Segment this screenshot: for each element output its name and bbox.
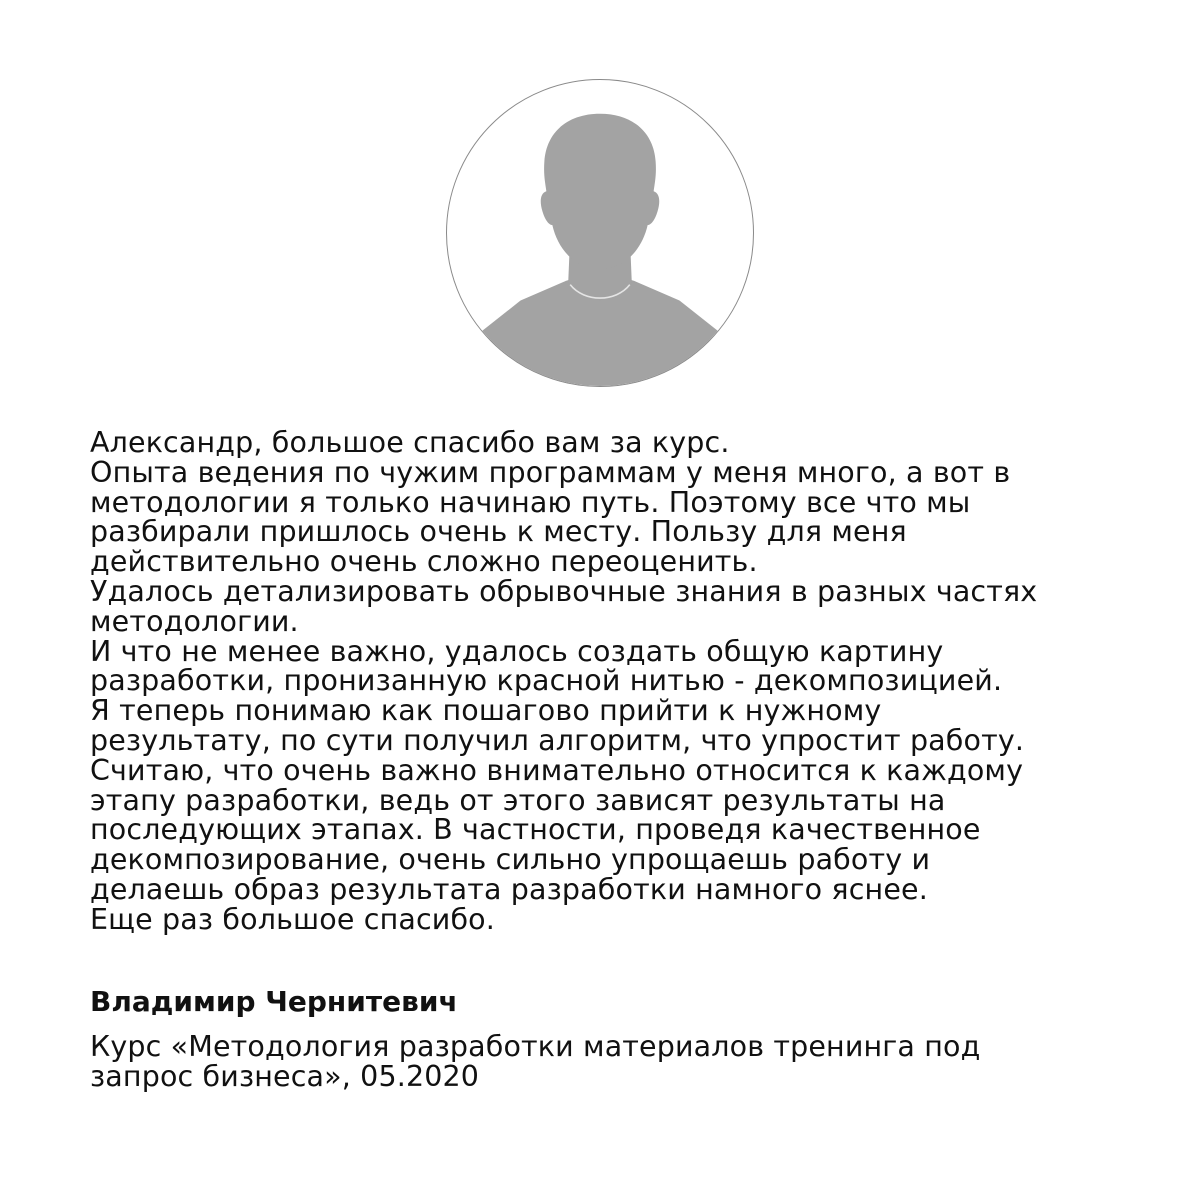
review-line: делаешь образ результата разработки намного яснее.: [90, 872, 928, 906]
course-line: Курс «Методология разработки материалов тренинга под: [90, 1030, 981, 1063]
course-info: [90, 1032, 1150, 1092]
review-line: Считаю, что очень важно внимательно относится к каждому: [90, 753, 1024, 787]
user-silhouette-icon: [447, 80, 753, 386]
review-line: декомпозирование, очень сильно упрощаешь работу и: [90, 843, 931, 877]
review-line: последующих этапах. В частности, проведя качественное: [90, 813, 981, 847]
author-name: Владимир Чернитевич: [90, 985, 458, 1018]
review-text: [90, 428, 1150, 935]
review-line: этапу разработки, ведь от этого зависят результаты на: [90, 783, 946, 817]
review-line: Александр, большое спасибо вам за курс.: [90, 426, 730, 459]
review-line: разработки, пронизанную красной нитью - декомпозицией.: [90, 664, 1003, 698]
review-line: Я теперь понимаю как пошагово прийти к нужному: [90, 694, 882, 728]
course-line: запрос бизнеса», 05.2020: [90, 1059, 480, 1093]
review-line: результату, по сути получил алгоритм, что упростит работу.: [90, 723, 1025, 757]
review-line: И что не менее важно, удалось создать общую картину: [90, 634, 944, 668]
review-line: методологии.: [90, 604, 299, 638]
review-line: Еще раз большое спасибо.: [90, 902, 495, 936]
avatar: [446, 79, 754, 387]
review-line: действительно очень сложно переоценить.: [90, 545, 758, 579]
review-line: методологии я только начинаю путь. Поэтому все что мы: [90, 485, 971, 519]
review-line: Опыта ведения по чужим программам у меня много, а вот в: [90, 455, 1011, 489]
review-line: Удалось детализировать обрывочные знания в разных частях: [90, 574, 1038, 608]
review-line: разбирали пришлось очень к месту. Пользу для меня: [90, 515, 907, 549]
